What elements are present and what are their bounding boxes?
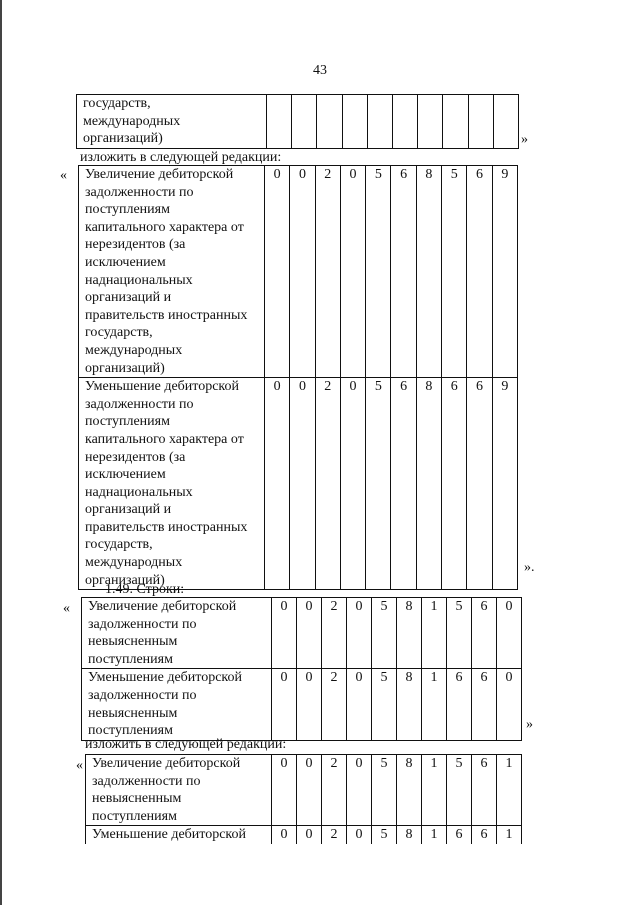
code-digit-cell: 6	[472, 755, 497, 826]
code-digit-cell	[443, 95, 468, 149]
section-heading-149: 1.49. Строки:	[105, 582, 185, 597]
label-line: нерезидентов (за	[85, 449, 186, 465]
code-digit-cell: 0	[347, 669, 372, 740]
row-label	[79, 166, 265, 378]
code-digit-cell: 0	[265, 166, 290, 378]
label-line: государств,	[85, 325, 153, 341]
label-line: организаций и	[85, 290, 172, 306]
label-line: капитального характера от	[85, 219, 244, 235]
label-line: организаций и	[85, 502, 172, 518]
table-row	[79, 378, 518, 590]
closing-quote-3: »	[526, 717, 533, 732]
code-digit-cell	[468, 95, 493, 149]
label-line: Увеличение дебиторской	[92, 756, 241, 771]
code-digit-cell: 1	[497, 826, 522, 844]
opening-quote-3: «	[63, 601, 70, 616]
label-line: исключением	[85, 467, 166, 483]
code-digit-cell: 1	[422, 669, 447, 740]
code-digit-cell: 1	[422, 598, 447, 669]
instruction-text-1: изложить в следующей редакции:	[80, 150, 282, 165]
label-line: Увеличение дебиторской	[85, 167, 234, 182]
label-line: исключением	[85, 254, 166, 270]
code-digit-cell: 5	[372, 669, 397, 740]
code-digit-cell: 0	[272, 669, 297, 740]
label-line: международных	[83, 113, 181, 129]
codes-table-4	[85, 754, 522, 844]
table-row	[82, 598, 522, 669]
code-digit-cell: 0	[347, 826, 372, 844]
label-line: задолженности по	[85, 396, 194, 412]
code-digit-cell: 0	[297, 669, 322, 740]
code-digit-cell: 0	[272, 826, 297, 844]
code-digit-cell: 8	[397, 669, 422, 740]
code-digit-cell: 0	[297, 755, 322, 826]
label-line: нерезидентов (за	[85, 237, 186, 253]
code-digit-cell: 1	[422, 755, 447, 826]
page-edge	[0, 0, 2, 905]
code-digit-cell: 8	[397, 598, 422, 669]
label-line: поступлениям	[85, 414, 170, 430]
code-digit-cell	[493, 95, 518, 149]
label-line: организаций)	[85, 572, 165, 588]
code-digit-cell: 0	[347, 598, 372, 669]
label-line: Уменьшение дебиторской	[88, 670, 243, 686]
code-digit-cell: 0	[340, 166, 365, 378]
table-row	[79, 166, 518, 378]
code-digit-cell: 2	[322, 598, 347, 669]
label-line: капитального характера от	[85, 431, 244, 447]
label-line: поступлениям	[85, 202, 170, 218]
table-row	[86, 826, 522, 844]
code-digit-cell	[342, 95, 367, 149]
code-digit-cell: 5	[366, 378, 391, 590]
label-line: задолженности по	[92, 773, 201, 789]
code-digit-cell: 1	[497, 755, 522, 826]
code-digit-cell: 5	[447, 598, 472, 669]
table-block-4	[85, 754, 522, 844]
label-line: правительств иностранных	[85, 307, 248, 323]
row-label	[82, 598, 272, 669]
code-digit-cell: 2	[322, 669, 347, 740]
page-number: 43	[313, 63, 327, 78]
code-digit-cell: 8	[397, 755, 422, 826]
label-line: Уменьшение дебиторской	[85, 379, 240, 395]
label-line: Увеличение дебиторской	[88, 599, 237, 614]
code-digit-cell	[267, 95, 292, 149]
label-line: невыясненным	[92, 791, 182, 807]
code-digit-cell: 0	[265, 378, 290, 590]
label-line: международных	[85, 555, 183, 571]
code-digit-cell: 6	[447, 669, 472, 740]
code-digit-cell: 5	[372, 598, 397, 669]
code-digit-cell: 5	[372, 826, 397, 844]
code-digit-cell: 6	[467, 166, 492, 378]
code-digit-cell: 6	[391, 378, 416, 590]
table-row	[77, 95, 519, 149]
opening-quote-2: «	[60, 168, 67, 183]
codes-table-3	[81, 597, 522, 741]
code-digit-cell: 0	[272, 755, 297, 826]
closing-quote-2: ».	[524, 560, 535, 575]
codes-table-1	[76, 94, 519, 149]
code-digit-cell: 0	[290, 378, 315, 590]
code-digit-cell: 5	[372, 755, 397, 826]
row-label	[77, 95, 267, 149]
code-digit-cell: 8	[416, 166, 441, 378]
code-digit-cell: 6	[472, 669, 497, 740]
label-line: государств,	[85, 537, 153, 553]
code-digit-cell: 0	[497, 669, 522, 740]
table-row	[82, 669, 522, 740]
code-digit-cell: 0	[347, 755, 372, 826]
closing-quote-1: »	[521, 132, 528, 147]
label-line: невыясненным	[88, 634, 178, 650]
code-digit-cell: 6	[447, 826, 472, 844]
code-digit-cell: 5	[366, 166, 391, 378]
code-digit-cell: 0	[297, 826, 322, 844]
code-digit-cell: 6	[391, 166, 416, 378]
label-line: задолженности по	[88, 687, 197, 703]
code-digit-cell	[418, 95, 443, 149]
code-digit-cell	[292, 95, 317, 149]
label-line: наднациональных	[85, 484, 193, 500]
row-label	[86, 826, 272, 844]
row-label	[79, 378, 265, 590]
row-label	[86, 755, 272, 826]
code-digit-cell: 1	[422, 826, 447, 844]
label-line: государств,	[83, 96, 151, 111]
code-digit-cell: 0	[340, 378, 365, 590]
table-fragment-top	[76, 94, 519, 149]
code-digit-cell: 0	[272, 598, 297, 669]
code-digit-cell	[392, 95, 417, 149]
code-digit-cell: 6	[472, 826, 497, 844]
label-line: задолженности по	[88, 616, 197, 632]
label-line: задолженности по	[85, 184, 194, 200]
code-digit-cell: 0	[290, 166, 315, 378]
label-line: организаций)	[83, 131, 163, 147]
code-digit-cell: 8	[416, 378, 441, 590]
label-line: Уменьшение дебиторской	[92, 827, 247, 843]
code-digit-cell: 8	[397, 826, 422, 844]
table-block-3	[81, 597, 522, 741]
label-line: наднациональных	[85, 272, 193, 288]
code-digit-cell: 0	[497, 598, 522, 669]
label-line: поступлениям	[88, 723, 173, 739]
code-digit-cell: 6	[442, 378, 467, 590]
code-digit-cell: 5	[442, 166, 467, 378]
code-digit-cell: 2	[315, 166, 340, 378]
row-label	[82, 669, 272, 740]
code-digit-cell: 6	[467, 378, 492, 590]
label-line: поступлениям	[88, 651, 173, 667]
instruction-text-2: изложить в следующей редакции:	[85, 737, 287, 752]
code-digit-cell: 6	[472, 598, 497, 669]
code-digit-cell: 9	[492, 166, 517, 378]
code-digit-cell: 5	[447, 755, 472, 826]
table-block-2	[78, 165, 518, 590]
code-digit-cell: 2	[322, 755, 347, 826]
label-line: организаций)	[85, 360, 165, 376]
codes-table-2	[78, 165, 518, 590]
label-line: правительств иностранных	[85, 519, 248, 535]
label-line: поступлениям	[92, 808, 177, 824]
label-line: невыясненным	[88, 705, 178, 721]
label-line: международных	[85, 342, 183, 358]
opening-quote-4: «	[76, 758, 83, 773]
code-digit-cell	[317, 95, 342, 149]
table-row	[86, 755, 522, 826]
code-digit-cell: 9	[492, 378, 517, 590]
code-digit-cell: 0	[297, 598, 322, 669]
code-digit-cell	[367, 95, 392, 149]
code-digit-cell: 2	[322, 826, 347, 844]
code-digit-cell: 2	[315, 378, 340, 590]
